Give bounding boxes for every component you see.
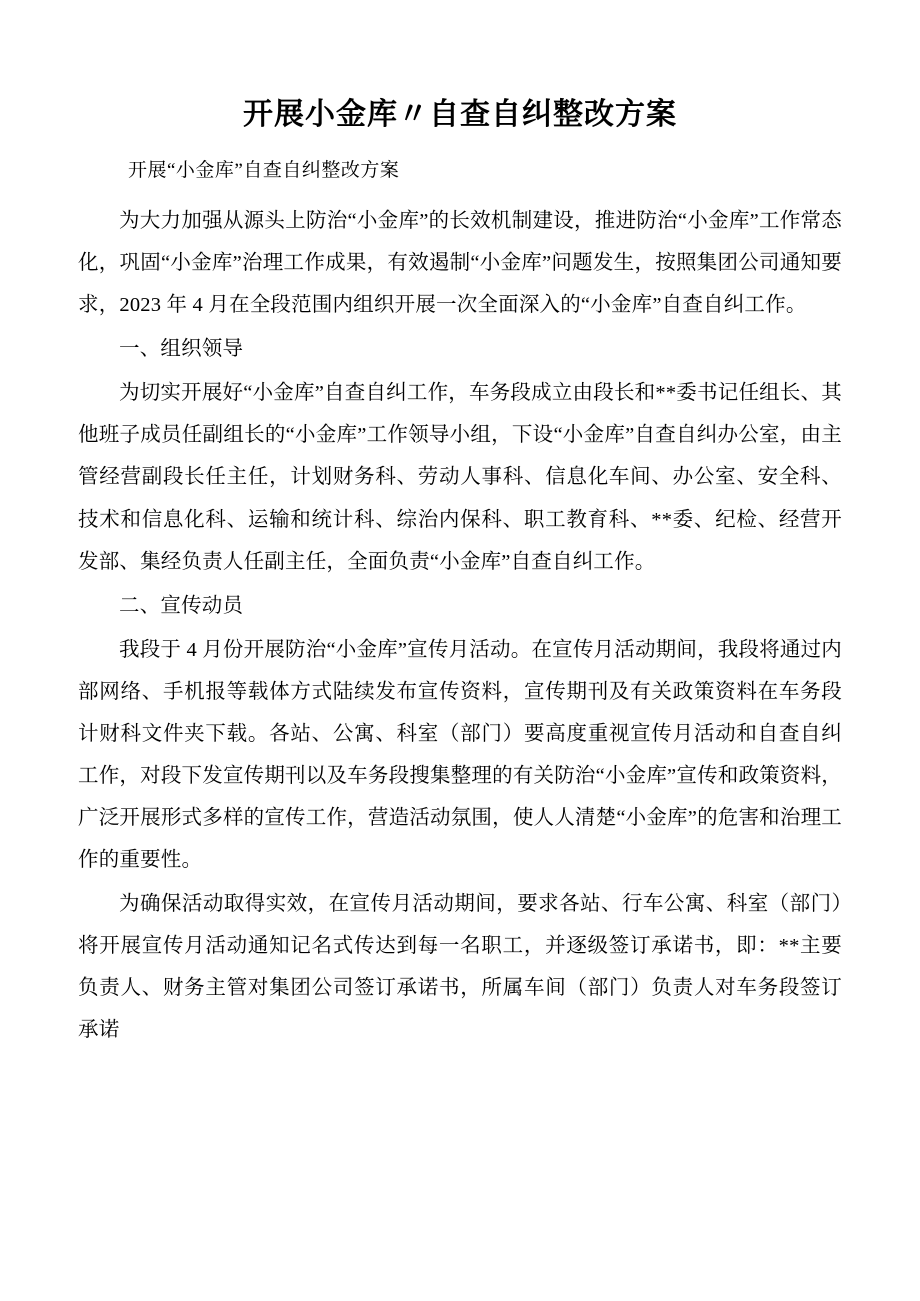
section-heading-organization: 一、组织领导 [119, 338, 244, 361]
page-title: 开展小金库〃自查自纠整改方案 [243, 97, 677, 132]
document-subtitle: 开展“小金库”自查自纠整改方案 [128, 160, 400, 181]
paragraph-publicity: 我段于 4 月份开展防治“小金库”宣传月活动。在宣传月活动期间，我段将通过内部网络、手机报等载体方式陆续发布宣传资料，宣传期刊及有关政策资料在车务段计财科文件夹下载。各站、公寓、科室（部门）要高度重视宣传月活动和自查自纠工作，对段下发宣传期刊以及车务段搜集整理的有关防治“小金库”宣传和政策资料，广泛开展形式多样的宣传工作，营造活动氛围，使人人清楚“小金库”的危害和治理工作的重要性。 [78, 638, 842, 871]
paragraph-organization: 为切实开展好“小金库”自查自纠工作，车务段成立由段长和**委书记任组长、其他班子成员任副组长的“小金库”工作领导小组，下设“小金库”自查自纠办公室，由主管经营副段长任主任，计划财务科、劳动人事科、信息化车间、办公室、安全科、技术和信息化科、运输和统计科、综治内保科、职工教育科、**委、纪检、经营开发部、集经负责人任副主任，全面负责“小金库”自查自纠工作。 [78, 382, 842, 573]
section-heading-publicity: 二、宣传动员 [119, 594, 244, 617]
paragraph-commitment: 为确保活动取得实效，在宣传月活动期间，要求各站、行车公寓、科室（部门）将开展宣传月活动通知记名式传达到每一名职工，并逐级签订承诺书，即：**主要负责人、财务主管对集团公司签订承诺书，所属车间（部门）负责人对车务段签订承诺 [78, 892, 842, 1041]
paragraph-purpose: 为大力加强从源头上防治“小金库”的长效机制建设，推进防治“小金库”工作常态化，巩固“小金库”治理工作成果，有效遏制“小金库”问题发生，按照集团公司通知要求，2023 年 4 月在全段范围内组织开展一次全面深入的“小金库”自查自纠工作。 [78, 210, 842, 317]
